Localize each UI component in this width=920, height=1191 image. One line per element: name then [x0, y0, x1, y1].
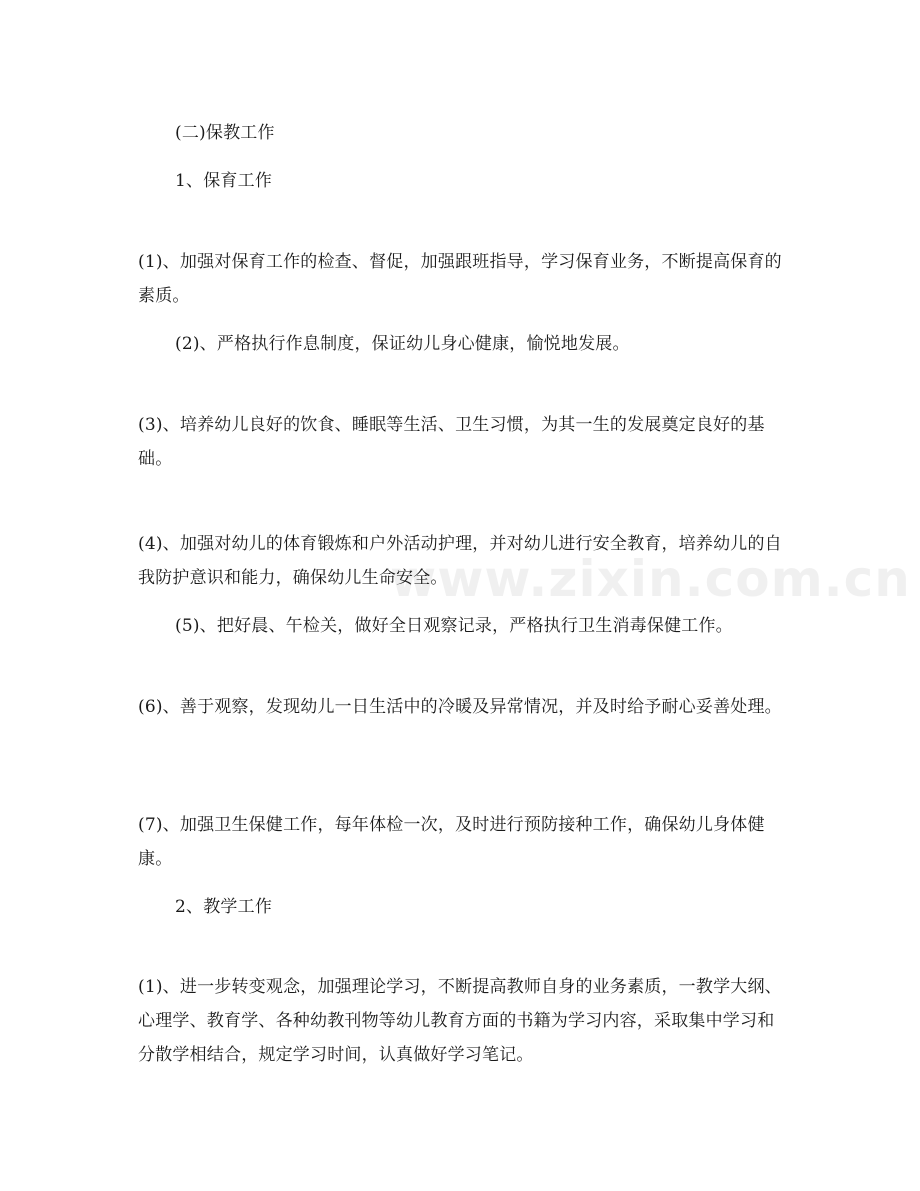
- subsection-heading: 1、保育工作: [175, 171, 273, 191]
- list-item: (3)、培养幼儿良好的饮食、睡眠等生活、卫生习惯，为其一生的发展奠定良好的基础。: [138, 415, 765, 469]
- section-heading: (二)保教工作: [175, 123, 275, 143]
- list-item: (6)、善于观察，发现幼儿一日生活中的冷暖及异常情况，并及时给予耐心妥善处理。: [138, 697, 782, 717]
- list-item: (1)、进一步转变观念，加强理论学习，不断提高教师自身的业务素质，一教学大纲、心理学、教育学、各种幼教刊物等幼儿教育方面的书籍为学习内容，采取集中学习和分散学相结合，规定学习时间，认真做好学习笔记。: [138, 977, 782, 1065]
- list-item: (5)、把好晨、午检关，做好全日观察记录，严格执行卫生消毒保健工作。: [175, 616, 733, 636]
- list-item: (2)、严格执行作息制度，保证幼儿身心健康，愉悦地发展。: [175, 334, 630, 354]
- list-item: (4)、加强对幼儿的体育锻炼和户外活动护理，并对幼儿进行安全教育，培养幼儿的自我防护意识和能力，确保幼儿生命安全。: [138, 534, 782, 588]
- list-item: (7)、加强卫生保健工作，每年体检一次，及时进行预防接种工作，确保幼儿身体健康。: [138, 815, 765, 869]
- list-item: (1)、加强对保育工作的检查、督促，加强跟班指导，学习保育业务，不断提高保育的素质。: [138, 252, 782, 306]
- subsection-heading: 2、教学工作: [175, 897, 273, 917]
- watermark: www.zixin.com.cn: [390, 550, 911, 608]
